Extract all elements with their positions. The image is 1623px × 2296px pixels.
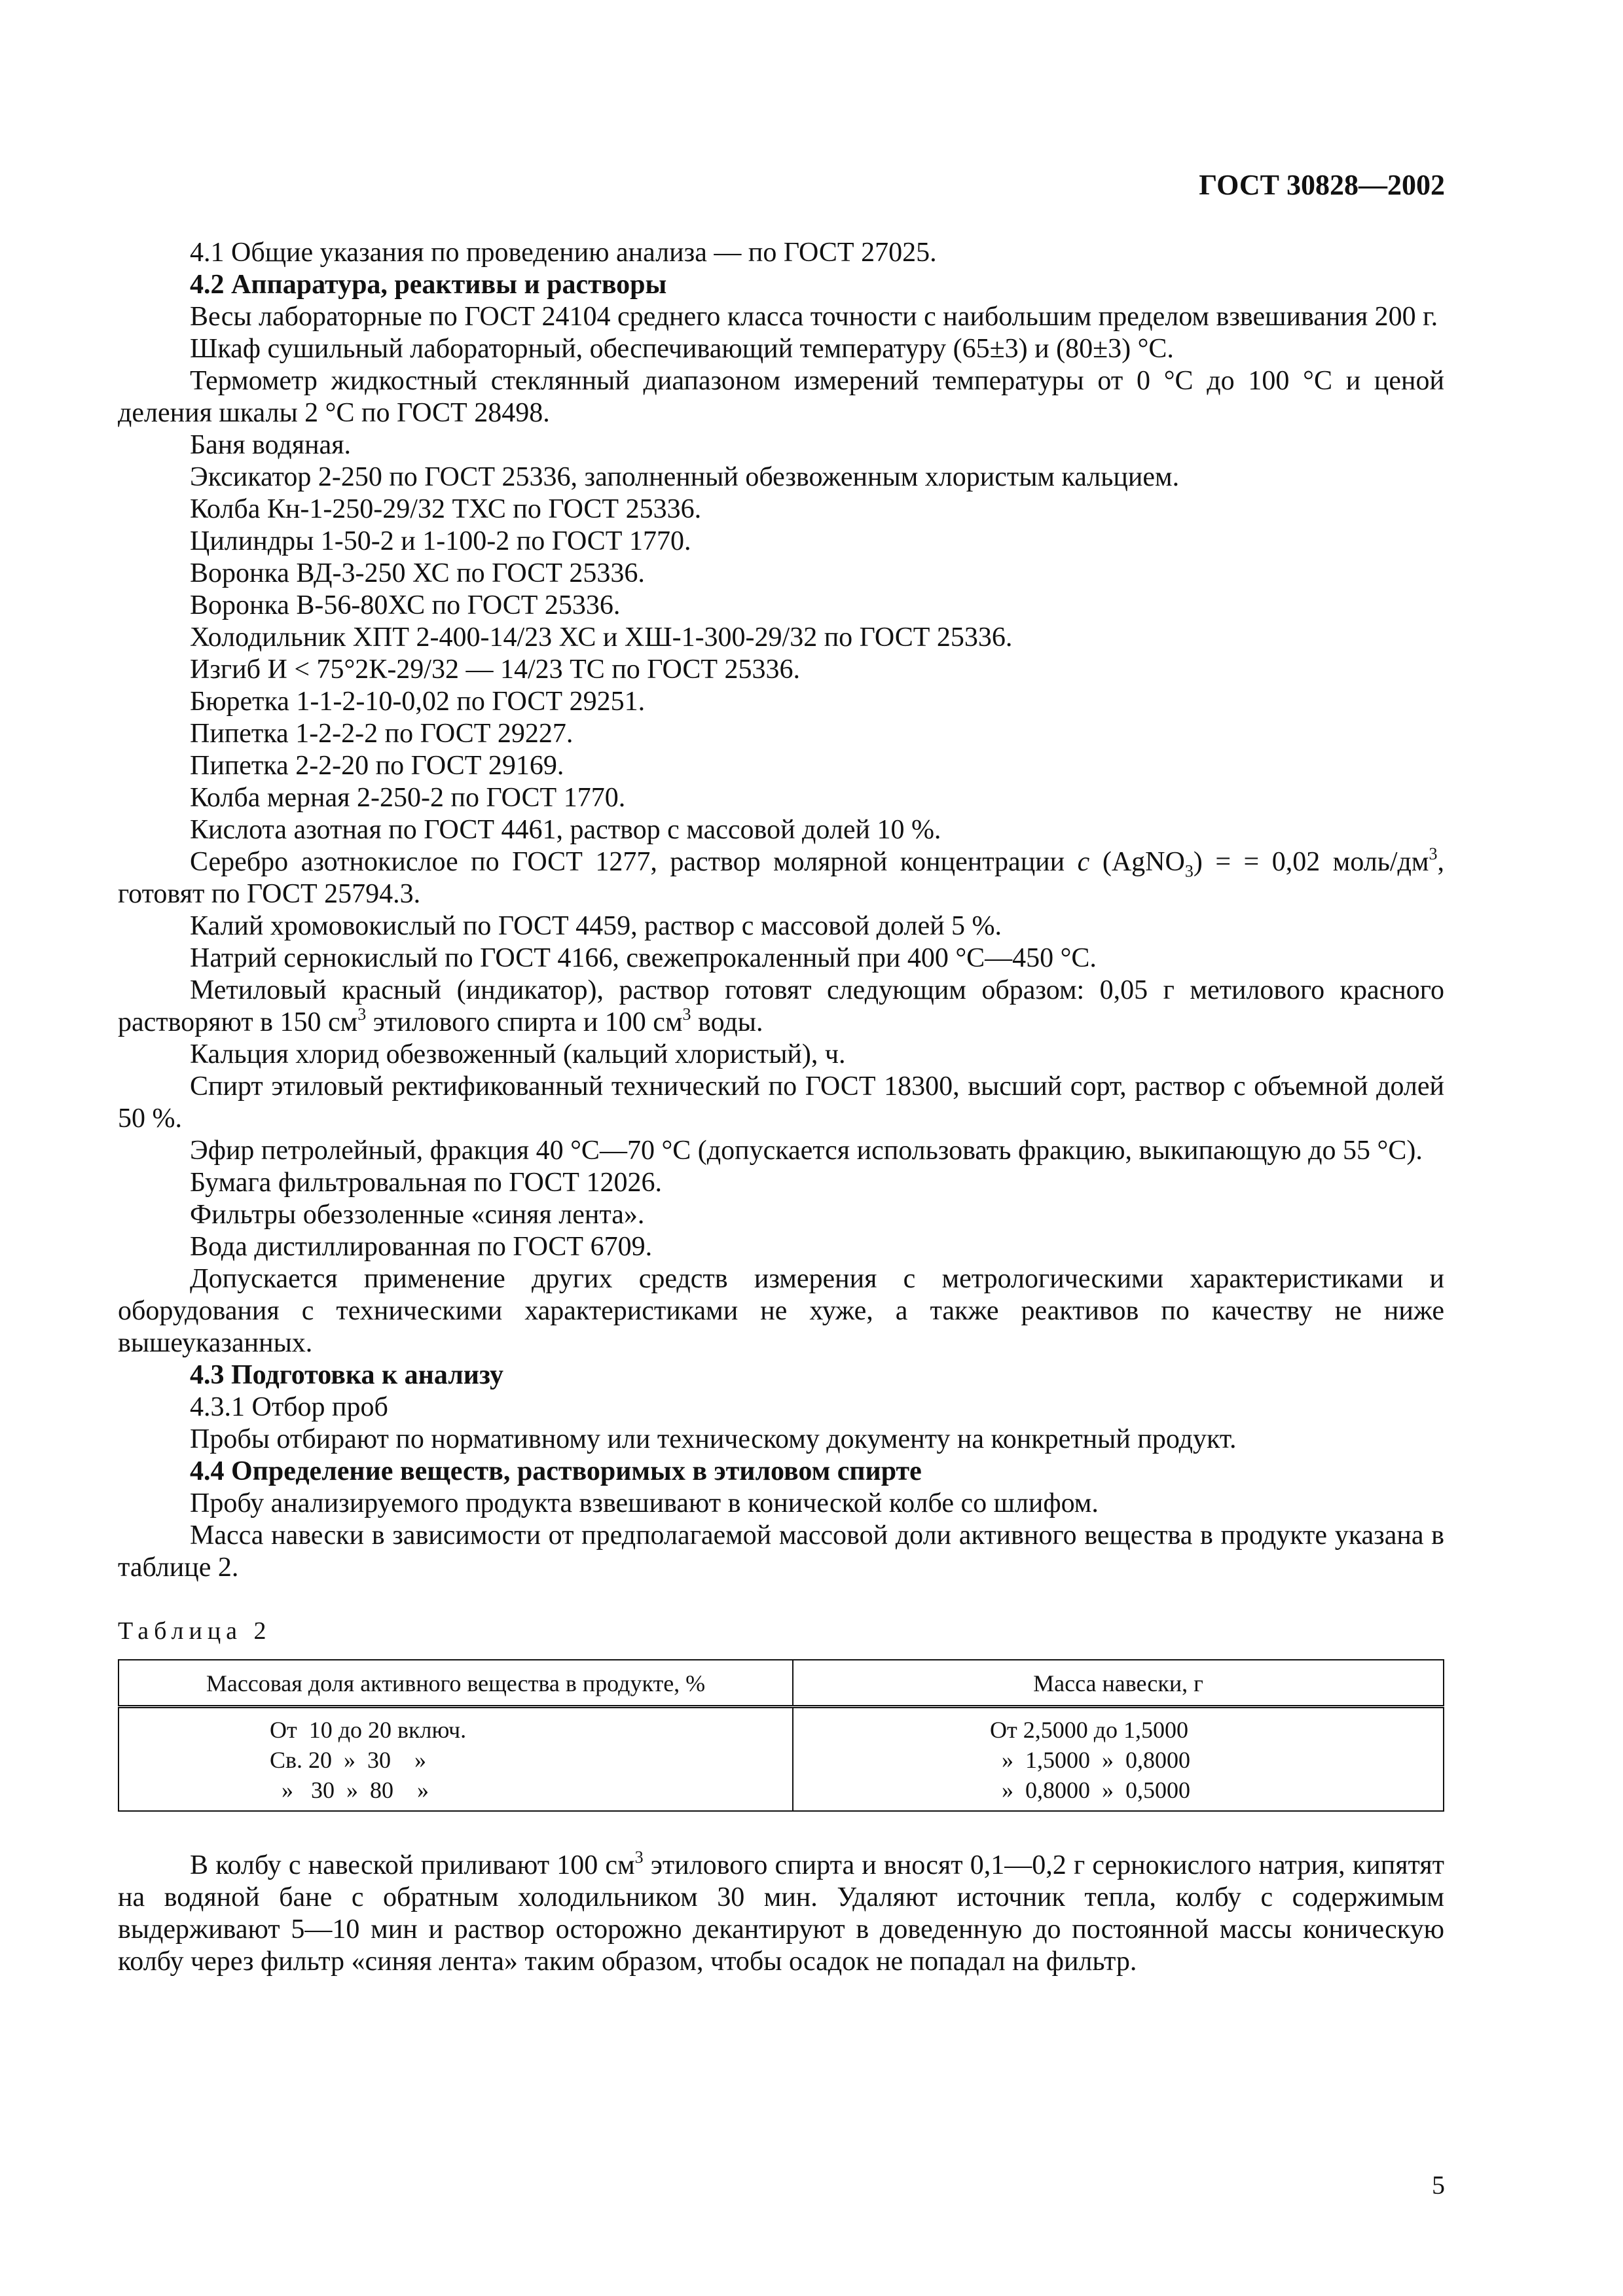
section-4-4-heading: 4.4 Определение веществ, растворимых в этиловом спирте — [190, 1456, 922, 1486]
equipment-item: Холодильник ХПТ 2-400-14/23 ХС и ХШ-1-300-29/32 по ГОСТ 25336. — [190, 622, 1013, 653]
table-row — [119, 1707, 1444, 1812]
equipment-item: Колба мерная 2-250-2 по ГОСТ 1770. — [190, 783, 626, 813]
equipment-item: Термометр жидкостный стеклянный диапазоном измерений температуры от 0 °С до 100 °С и ценой деления шкалы 2 °С по ГОСТ 28498. — [118, 366, 1444, 428]
table-line: » 1,5000 » 0,8000 — [990, 1747, 1190, 1773]
equipment-item: Пипетка 1-2-2-2 по ГОСТ 29227. — [190, 719, 574, 749]
table-header-row — [119, 1660, 1444, 1707]
body-text — [118, 237, 1444, 1978]
equipment-item: Эфир петролейный, фракция 40 °С—70 °С (допускается использовать фракцию, выкипающую до 55 °С). — [190, 1136, 1423, 1166]
equipment-item: Баня водяная. — [190, 430, 352, 460]
sampling-text: Пробы отбирают по нормативному или техническому документу на конкретный продукт. — [190, 1424, 1237, 1454]
page-number: 5 — [1432, 2170, 1445, 2200]
section-4-2-heading: 4.2 Аппаратура, реактивы и растворы — [190, 270, 667, 300]
table-cell-sample-mass — [793, 1707, 1444, 1812]
table-caption: Таблица 2 — [118, 1617, 272, 1645]
methyl-red-item: Метиловый красный (индикатор), раствор готовят следующим образом: 0,05 г метилового красного растворяют в 150 $см^3$ этилового спирта и 100 $см^3$ воды. — [118, 975, 1444, 1037]
equipment-item: Воронка В-56-80ХС по ГОСТ 25336. — [190, 590, 621, 620]
section-4-3-heading: 4.3 Подготовка к анализу — [190, 1360, 503, 1390]
table-line: » 0,8000 » 0,5000 — [990, 1777, 1190, 1803]
equipment-item: Спирт этиловый ректификованный технический по ГОСТ 18300, высший сорт, раствор с объемной долей 50 %. — [118, 1071, 1444, 1134]
table-line: » 30 » 80 » — [270, 1777, 429, 1803]
standard-code: ГОСТ 30828—2002 — [1199, 169, 1445, 201]
section-4-4-paragraph: Пробу анализируемого продукта взвешивают в конической колбе со шлифом. — [190, 1488, 1099, 1518]
section-4-1: 4.1 Общие указания по проведению анализа — по ГОСТ 27025. — [190, 238, 937, 268]
equipment-item: Кальция хлорид обезвоженный (кальций хлористый), ч. — [190, 1039, 846, 1069]
table-header-mass-fraction: Массовая доля активного вещества в продукте, % — [119, 1660, 793, 1707]
equipment-item: Цилиндры 1-50-2 и 1-100-2 по ГОСТ 1770. — [190, 526, 691, 556]
equipment-item: Колба Кн-1-250-29/32 ТХС по ГОСТ 25336. — [190, 494, 702, 524]
equipment-item: Воронка ВД-3-250 ХС по ГОСТ 25336. — [190, 558, 645, 588]
equipment-item: Натрий сернокислый по ГОСТ 4166, свежепрокаленный при 400 °С—450 °С. — [190, 943, 1097, 973]
section-4-3-1-title: 4.3.1 Отбор проб — [190, 1392, 388, 1422]
table-line: Св. 20 » 30 » — [270, 1747, 427, 1773]
silver-nitrate-item: Серебро азотнокислое по ГОСТ 1277, раствор молярной концентрации с (AgNO$_3$) = = 0,02 моль/$дм^3$, готовят по ГОСТ 25794.3. — [118, 844, 1444, 909]
table-cell-mass-fraction — [119, 1707, 793, 1812]
equipment-item: Пипетка 2-2-20 по ГОСТ 29169. — [190, 751, 564, 781]
equipment-item: Вода дистиллированная по ГОСТ 6709. — [190, 1232, 653, 1262]
equipment-item: Калий хромовокислый по ГОСТ 4459, раствор с массовой долей 5 %. — [190, 911, 1002, 941]
equipment-item: Шкаф сушильный лабораторный, обеспечивающий температуру (65±3) и (80±3) °С. — [190, 334, 1174, 364]
table-line: От 2,5000 до 1,5000 — [990, 1717, 1189, 1743]
table-line: От 10 до 20 включ. — [270, 1717, 467, 1743]
section-4-4-paragraph: Масса навески в зависимости от предполагаемой массовой доли активного вещества в продукте указана в таблице 2. — [118, 1520, 1444, 1583]
equipment-item: Бюретка 1-1-2-10-0,02 по ГОСТ 29251. — [190, 687, 646, 717]
equipment-item: Бумага фильтровальная по ГОСТ 12026. — [190, 1168, 662, 1198]
equipment-item: Весы лабораторные по ГОСТ 24104 среднего класса точности с наибольшим пределом взвешивания 200 г. — [190, 302, 1438, 332]
equipment-item: Фильтры обеззоленные «синяя лента». — [190, 1200, 645, 1230]
equipment-item: Эксикатор 2-250 по ГОСТ 25336, заполненный обезвоженным хлористым кальцием. — [190, 462, 1180, 492]
procedure-paragraph: В колбу с навеской приливают 100 $см^3$ этилового спирта и вносят 0,1—0,2 г сернокислого натрия, кипятят на водяной бане с обратным холодильником 30 мин. Удаляют источник тепла, колбу с содержимым выдерживают 5—10 мин и раствор осторожно декантируют в доведенную до постоянной массы коническую колбу через фильтр «синяя лента» таким образом, чтобы осадок не попадал на фильтр. — [118, 1848, 1444, 1977]
equipment-item: Кислота азотная по ГОСТ 4461, раствор с массовой долей 10 %. — [190, 815, 941, 845]
table-2 — [118, 1659, 1444, 1812]
table-header-sample-mass: Масса навески, г — [793, 1660, 1444, 1707]
equipment-item: Изгиб И < 75°2К-29/32 — 14/23 ТС по ГОСТ 25336. — [190, 655, 801, 685]
equipment-note: Допускается применение других средств измерения с метрологическими характеристиками и оборудования с техническими характеристиками не хуже, а также реактивов по качеству не ниже вышеуказанных. — [118, 1264, 1444, 1358]
